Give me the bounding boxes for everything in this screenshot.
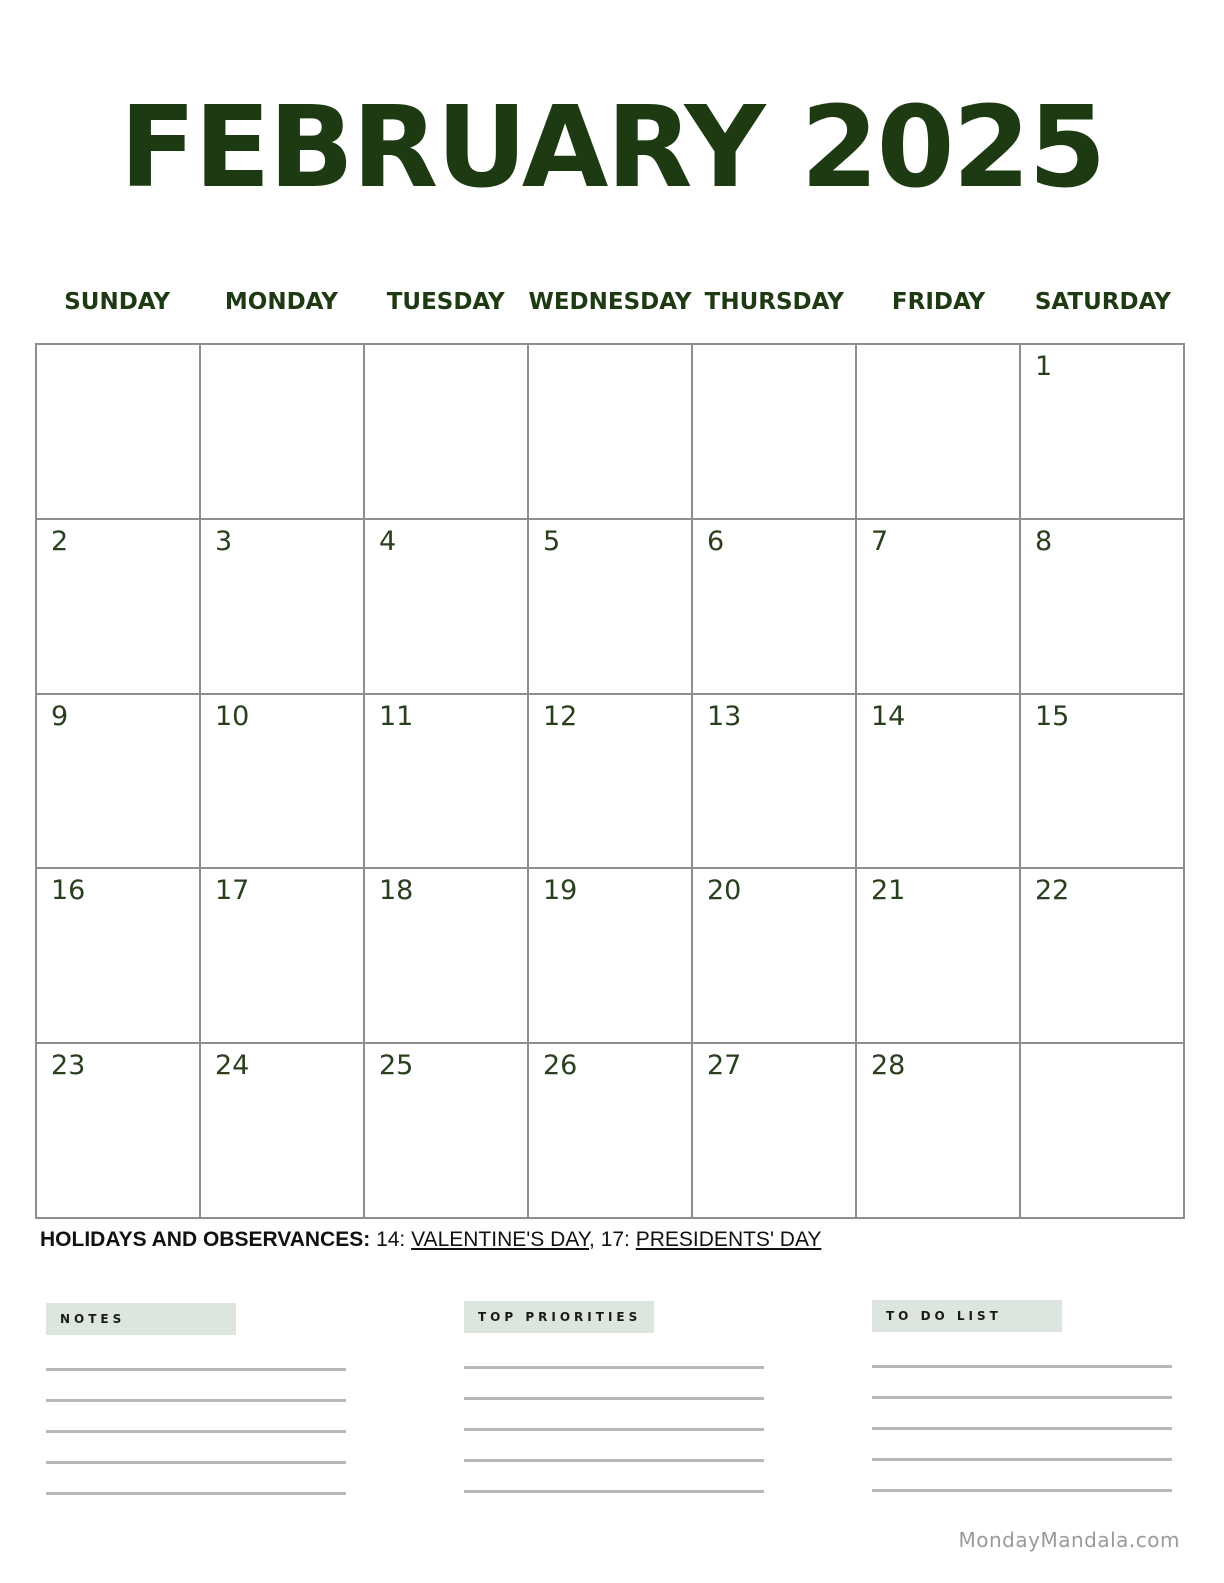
day-cell[interactable] [1021,869,1185,1044]
day-cell[interactable] [201,869,365,1044]
day-number: 18 [379,875,414,907]
day-number: 22 [1035,875,1070,907]
writing-line[interactable] [46,1399,346,1402]
writing-line[interactable] [872,1458,1172,1461]
watermark: MondayMandala.com [958,1528,1180,1552]
holiday-link-valentines[interactable]: VALENTINE'S DAY [411,1228,590,1251]
writing-line[interactable] [464,1490,764,1493]
writing-line[interactable] [464,1428,764,1431]
day-number: 10 [215,700,250,732]
priorities-section [464,1301,764,1521]
day-cell[interactable] [529,1044,693,1219]
holidays-line [40,1226,821,1254]
day-number: 12 [543,700,578,732]
day-cell[interactable] [201,345,365,520]
day-cell[interactable] [1021,1044,1185,1219]
day-number: 14 [871,700,906,732]
day-cell[interactable] [857,869,1021,1044]
writing-line[interactable] [464,1366,764,1369]
day-number: 11 [379,700,414,732]
weekday-monday: MONDAY [224,289,338,315]
notes-section [46,1303,346,1523]
day-number: 28 [871,1050,906,1082]
day-cell[interactable] [201,1044,365,1219]
writing-line[interactable] [46,1461,346,1464]
day-number: 2 [51,525,69,557]
day-cell[interactable] [693,520,857,695]
day-number: 27 [707,1050,742,1082]
day-number: 23 [51,1050,86,1082]
day-cell[interactable] [693,695,857,870]
writing-line[interactable] [46,1430,346,1433]
day-number: 17 [215,875,250,907]
day-cell[interactable] [693,869,857,1044]
day-cell[interactable] [693,345,857,520]
day-number: 20 [707,875,742,907]
day-number: 24 [215,1050,250,1082]
writing-line[interactable] [872,1427,1172,1430]
day-cell[interactable] [201,695,365,870]
writing-line[interactable] [872,1489,1172,1492]
day-cell[interactable] [365,1044,529,1219]
day-cell[interactable] [529,520,693,695]
day-number: 8 [1035,525,1053,557]
day-cell[interactable] [37,1044,201,1219]
weekday-thursday: THURSDAY [704,289,844,315]
day-cell[interactable] [365,695,529,870]
weekday-header-row [35,284,1185,320]
weekday-sunday: SUNDAY [64,289,171,315]
writing-line[interactable] [464,1459,764,1462]
day-cell[interactable] [37,695,201,870]
day-number: 3 [215,525,233,557]
day-cell[interactable] [1021,345,1185,520]
writing-line[interactable] [872,1396,1172,1399]
writing-line[interactable] [46,1492,346,1495]
day-number: 1 [1035,351,1053,382]
day-cell[interactable] [857,520,1021,695]
day-cell[interactable] [37,345,201,520]
day-number: 9 [51,700,69,732]
page-title: FEBRUARY 2025 [119,83,1105,213]
holiday-link-presidents[interactable]: PRESIDENTS' DAY [635,1228,822,1251]
day-cell[interactable] [37,520,201,695]
day-cell[interactable] [693,1044,857,1219]
day-cell[interactable] [37,869,201,1044]
day-cell[interactable] [365,869,529,1044]
holidays-label: HOLIDAYS AND OBSERVANCES: [40,1228,371,1251]
day-number: 15 [1035,700,1070,732]
day-number: 13 [707,700,742,732]
holiday-day: 14: [376,1228,406,1251]
todo-section [872,1300,1172,1520]
weekday-wednesday: WEDNESDAY [528,289,692,315]
day-number: 19 [543,875,578,907]
day-number: 25 [379,1050,414,1082]
day-number: 5 [543,525,561,557]
day-number: 21 [871,875,906,907]
todo-lines [872,1365,1172,1492]
day-cell[interactable] [365,520,529,695]
day-cell[interactable] [1021,520,1185,695]
day-cell[interactable] [857,345,1021,520]
weekday-saturday: SATURDAY [1034,289,1171,315]
notes-lines [46,1368,346,1495]
day-cell[interactable] [857,695,1021,870]
holiday-separator: , [589,1228,595,1251]
notes-tag: NOTES [46,1303,236,1335]
day-number: 7 [871,525,889,557]
writing-line[interactable] [46,1368,346,1371]
day-number: 26 [543,1050,578,1082]
day-cell[interactable] [529,695,693,870]
weekday-friday: FRIDAY [891,289,986,315]
day-cell[interactable] [201,520,365,695]
day-number: 16 [51,875,86,907]
day-cell[interactable] [1021,695,1185,870]
day-number: 6 [707,525,725,557]
day-cell[interactable] [529,869,693,1044]
day-cell[interactable] [365,345,529,520]
todo-tag: TO DO LIST [872,1300,1062,1332]
priorities-tag: TOP PRIORITIES [464,1301,654,1333]
day-cell[interactable] [857,1044,1021,1219]
writing-line[interactable] [464,1397,764,1400]
day-number: 4 [379,525,397,557]
writing-line[interactable] [872,1365,1172,1368]
holiday-day: 17: [600,1228,630,1251]
priorities-lines [464,1366,764,1493]
calendar-grid [35,343,1185,1219]
weekday-tuesday: TUESDAY [386,289,505,315]
day-cell[interactable] [529,345,693,520]
